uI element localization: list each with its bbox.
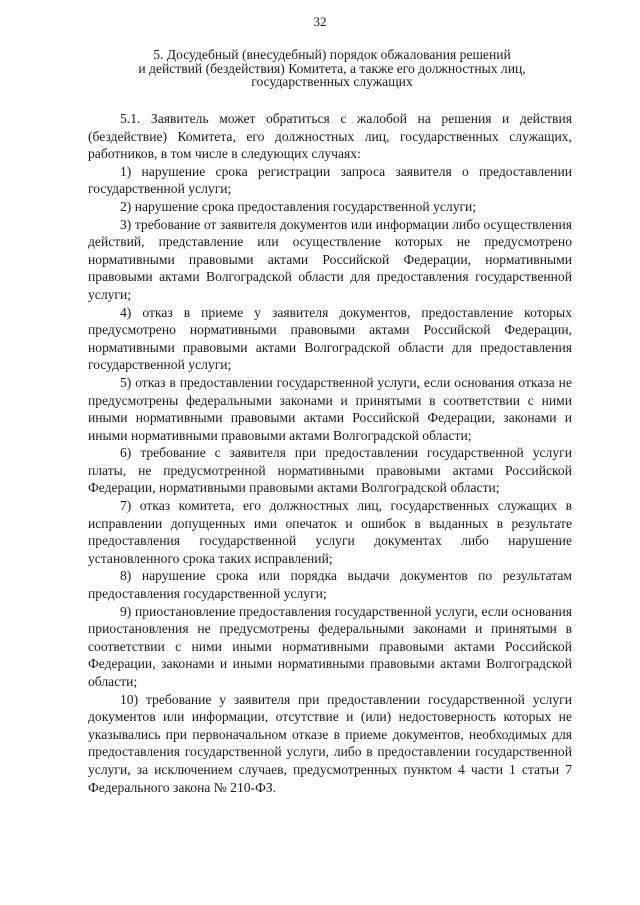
section-heading-line-1: 5. Досудебный (внесудебный) порядок обжалования решений xyxy=(153,47,511,62)
page-number: 32 xyxy=(313,14,327,29)
list-item-3: 3) требование от заявителя документов или информации либо осуществления действий, представление или осуществление которых не предусмотрено нормативными правовыми актами Российской Федерации, нормативными правовыми актами Волгоградской области для предоставления государственной услуги; xyxy=(88,216,572,302)
list-item-7: 7) отказ комитета, его должностных лиц, государственных служащих в исправлении допущенных ими опечаток и ошибок в выданных в результате предоставления государственной услуги документах либо нарушение установленного срока таких исправлений; xyxy=(88,498,572,566)
list-item-5: 5) отказ в предоставлении государственной услуги, если основания отказа не предусмотрены федеральными законами и принятыми в соответствии с ними иными нормативными правовыми актами Российской Федерации, законами и иными нормативными правовыми актами Волгоградской области; xyxy=(88,374,572,443)
list-item-4: 4) отказ в приеме у заявителя документов, предоставление которых предусмотрено нормативными правовыми актами Российской Федерации, нормативными правовыми актами Волгоградской области для предоставления государственной услуги; xyxy=(88,304,572,373)
section-heading xyxy=(90,48,574,89)
section-heading-line-2: и действий (бездействия) Комитета, а также его должностных лиц, xyxy=(138,60,526,76)
list-item-2: 2) нарушение срока предоставления государственной услуги; xyxy=(120,198,477,214)
list-item-1: 1) нарушение срока регистрации запроса заявителя о предоставлении государственной услуги; xyxy=(88,163,572,197)
paragraph-5-1: 5.1. Заявитель может обратиться с жалобой на решения и действия (бездействие) Комитета, его должностных лиц, государственных служащих, работников, в том числе в следующих случаях: xyxy=(88,111,572,162)
list-item-9: 9) приостановление предоставления государственной услуги, если основания приостановления не предусмотрены федеральными законами и принятыми в соответствии с ними иными нормативными правовыми актами Российской Федерации, законами и иными нормативными правовыми актами Волгоградской области; xyxy=(88,603,572,689)
list-item-6: 6) требование с заявителя при предоставлении государственной услуги платы, не предусмотренной нормативными правовыми актами Российской Федерации, нормативными правовыми актами Волгоградской области; xyxy=(88,445,572,496)
list-item-8: 8) нарушение срока или порядка выдачи документов по результатам предоставления государственной услуги; xyxy=(88,568,572,602)
document-body xyxy=(88,110,572,796)
list-item-10: 10) требование у заявителя при предоставлении государственной услуги документов или информации, отсутствие и (или) недостоверность которых не указывались при первоначальном отказе в приеме документов, необходимых для предоставления государственной услуги, либо в предоставлении государственной услуги, за исключением случаев, предусмотренных пунктом 4 части 1 статьи 7 Федерального закона № 210-ФЗ. xyxy=(88,691,572,795)
section-heading-line-3: государственных служащих xyxy=(251,74,413,89)
